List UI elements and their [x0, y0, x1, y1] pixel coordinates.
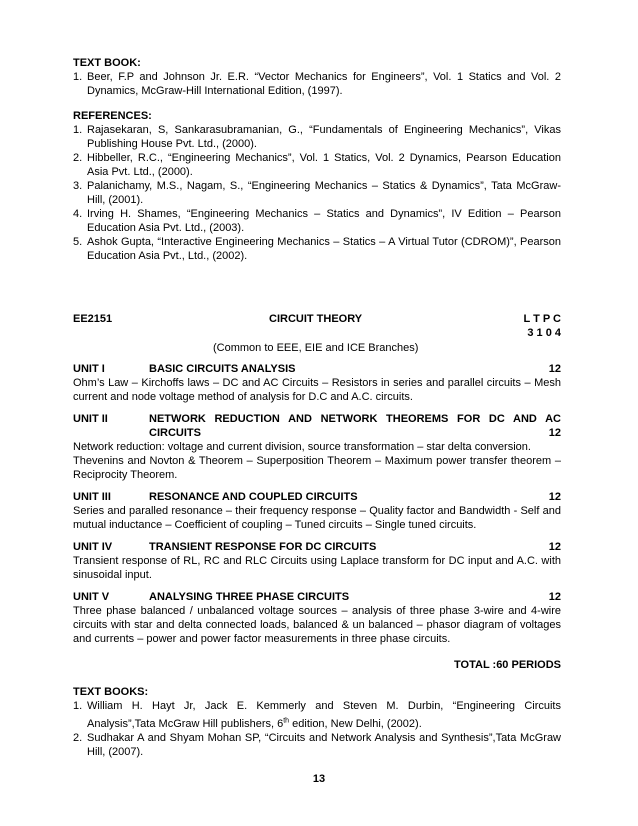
unit-block: [73, 412, 561, 482]
unit-body: Transient response of RL, RC and RLC Circuits using Laplace transform for DC input and A.C. with sinusoidal input.: [73, 555, 561, 581]
course-header: [73, 312, 561, 355]
item-text: Ashok Gupta, “Interactive Engineering Mechanics – Statics – A Virtual Tutor (CDROM)”, Pearson Education Asia Pvt., Ltd., (2002).: [87, 236, 561, 262]
item-text: Rajasekaran, S, Sankarasubramanian, G., “Fundamentals of Engineering Mechanics”, Vikas Publishing House Pvt. Ltd., (2000).: [87, 124, 561, 150]
reference-item: [73, 235, 561, 263]
unit-title-continued: CIRCUITS: [149, 427, 201, 439]
item-number: 1.: [73, 124, 83, 136]
unit-block: [73, 490, 561, 532]
unit-block: [73, 540, 561, 582]
superscript: th: [283, 717, 290, 725]
unit-title: ANALYSING THREE PHASE CIRCUITS: [149, 591, 350, 603]
ltpc-label: L T P C: [523, 313, 561, 325]
total-periods: TOTAL :60 PERIODS: [454, 659, 561, 671]
reference-item: [73, 207, 561, 235]
unit-title: TRANSIENT RESPONSE FOR DC CIRCUITS: [149, 541, 377, 553]
unit-body: Three phase balanced / unbalanced voltage sources – analysis of three phase 3-wire and 4-wire circuits with star and delta connected loads, balanced & un balanced – phasor diagram of voltages and currents – power and power factor measurements in three phase circuits.: [73, 605, 561, 645]
course-title: CIRCUIT THEORY: [269, 313, 363, 325]
item-text: Hibbeller, R.C., “Engineering Mechanics”, Vol. 1 Statics, Vol. 2 Dynamics, Pearson Education Asia Pvt. Ltd., (2000).: [87, 152, 561, 178]
unit-label: UNIT I: [73, 363, 105, 375]
unit-block: [73, 590, 561, 646]
item-text-line2: [87, 717, 561, 731]
unit-body-line: Network reduction: voltage and current division, source transformation – star delta conversion.: [73, 441, 531, 453]
course-code: EE2151: [73, 313, 113, 325]
unit-hours: 12: [548, 491, 561, 503]
references-section: [73, 109, 561, 263]
item-number: 5.: [73, 236, 83, 248]
item-number: 4.: [73, 208, 83, 220]
unit-label: UNIT III: [73, 491, 111, 503]
unit-body: Ohm’s Law – Kirchoffs laws – DC and AC Circuits – Resistors in series and parallel circuits – Mesh current and node voltage method of analysis for D.C and A.C. circuits.: [73, 377, 561, 403]
unit-hours: 12: [548, 541, 561, 553]
item-text: Sudhakar A and Shyam Mohan SP, “Circuits and Network Analysis and Synthesis”,Tata McGraw Hill, (2007).: [87, 732, 561, 758]
unit-label: UNIT IV: [73, 541, 113, 553]
item-number: 1.: [73, 71, 83, 83]
item-text: Beer, F.P and Johnson Jr. E.R. “Vector Mechanics for Engineers”, Vol. 1 Statics and Vol. 2 Dynamics, McGraw-Hill International Edition, (1997).: [87, 71, 561, 97]
textbook-section: [73, 56, 561, 98]
unit-label: UNIT II: [73, 413, 108, 425]
textbook-item: [73, 70, 561, 98]
item-text-post: edition, New Delhi, (2002).: [289, 718, 422, 730]
common-to: (Common to EEE, EIE and ICE Branches): [213, 342, 419, 354]
unit-title: RESONANCE AND COUPLED CIRCUITS: [149, 491, 358, 503]
item-number: 2.: [73, 152, 83, 164]
reference-item: [73, 123, 561, 151]
reference-item: [73, 151, 561, 179]
textbook-item: [73, 731, 561, 759]
item-text: Irving H. Shames, “Engineering Mechanics – Statics and Dynamics”, IV Edition – Pearson Education Asia Pvt. Ltd., (2003).: [87, 208, 561, 234]
unit-title: BASIC CIRCUITS ANALYSIS: [149, 363, 296, 375]
reference-item: [73, 179, 561, 207]
unit-hours: 12: [548, 427, 561, 439]
textbook-item: [73, 699, 561, 731]
item-text-line1: William H. Hayt Jr, Jack E. Kemmerly and Steven M. Durbin, “Engineering Circuits: [87, 700, 561, 712]
unit-hours: 12: [548, 363, 561, 375]
textbooks-heading: TEXT BOOKS:: [73, 686, 149, 698]
textbooks-section: [73, 685, 561, 759]
references-heading: REFERENCES:: [73, 110, 152, 122]
item-text-pre: Analysis”,Tata McGraw Hill publishers, 6: [87, 718, 284, 730]
unit-body: Thevenins and Novton & Theorem – Superposition Theorem – Maximum power transfer theorem – Reciprocity Theorem.: [73, 455, 561, 481]
page-number: 13: [312, 773, 326, 785]
unit-block: [73, 362, 561, 404]
unit-title: NETWORK REDUCTION AND NETWORK THEOREMS FOR DC AND AC: [149, 413, 561, 425]
unit-hours: 12: [548, 591, 561, 603]
ltpc-values: 3 1 0 4: [527, 327, 561, 339]
item-number: 3.: [73, 180, 83, 192]
item-number: 2.: [73, 732, 83, 744]
item-text: Palanichamy, M.S., Nagam, S., “Engineering Mechanics – Statics & Dynamics”, Tata McGraw-Hill, (2001).: [87, 180, 561, 206]
unit-label: UNIT V: [73, 591, 110, 603]
unit-body: Series and paralled resonance – their frequency response – Quality factor and Bandwidth - Self and mutual inductance – Coefficient of coupling – Tuned circuits – Single tuned circuits.: [73, 505, 561, 531]
item-number: 1.: [73, 700, 83, 712]
textbook-heading: TEXT BOOK:: [73, 57, 141, 69]
